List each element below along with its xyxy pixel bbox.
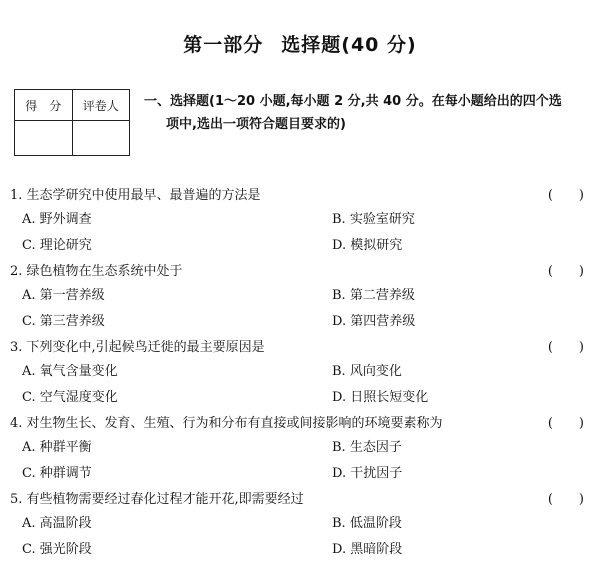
page-title xyxy=(0,30,600,57)
option-c[interactable]: C. 种群调节 xyxy=(22,466,92,481)
section-instructions-line2: 项中,选出一项符合题目要求的) xyxy=(166,117,346,132)
option-b[interactable]: B. 实验室研究 xyxy=(332,212,415,227)
question-stem: 3. 下列变化中,引起候鸟迁徙的最主要原因是 xyxy=(10,340,265,355)
question-stem: 1. 生态学研究中使用最早、最普遍的方法是 xyxy=(10,188,261,203)
question-1 xyxy=(10,184,590,260)
grader-label: 评卷人 xyxy=(72,90,130,121)
answer-blank[interactable]: ( ) xyxy=(547,188,584,203)
section-instructions xyxy=(144,90,590,136)
question-stem: 4. 对生物生长、发育、生殖、行为和分布有直接或间接影响的环境要素称为 xyxy=(10,416,443,431)
grader-cell[interactable] xyxy=(72,121,130,156)
answer-blank[interactable]: ( ) xyxy=(547,416,584,431)
answer-blank[interactable]: ( ) xyxy=(547,340,584,355)
question-stem: 5. 有些植物需要经过春化过程才能开花,即需要经过 xyxy=(10,492,304,507)
option-c[interactable]: C. 强光阶段 xyxy=(22,542,92,557)
title-part: 第一部分 xyxy=(183,34,264,56)
question-5 xyxy=(10,488,590,564)
score-box xyxy=(14,89,130,156)
option-c[interactable]: C. 理论研究 xyxy=(22,238,92,253)
option-b[interactable]: B. 低温阶段 xyxy=(332,516,402,531)
score-label: 得 分 xyxy=(15,90,73,121)
title-name: 选择题(40 分) xyxy=(281,34,417,56)
option-d[interactable]: D. 模拟研究 xyxy=(332,238,403,253)
option-a[interactable]: A. 第一营养级 xyxy=(22,288,105,303)
answer-blank[interactable]: ( ) xyxy=(547,492,584,507)
answer-blank[interactable]: ( ) xyxy=(547,264,584,279)
option-a[interactable]: A. 氧气含量变化 xyxy=(22,364,118,379)
score-cell[interactable] xyxy=(15,121,73,156)
option-d[interactable]: D. 黑暗阶段 xyxy=(332,542,403,557)
question-stem: 2. 绿色植物在生态系统中处于 xyxy=(10,264,183,279)
option-d[interactable]: D. 干扰因子 xyxy=(332,466,403,481)
option-d[interactable]: D. 日照长短变化 xyxy=(332,390,429,405)
question-3 xyxy=(10,336,590,412)
option-a[interactable]: A. 野外调查 xyxy=(22,212,92,227)
option-d[interactable]: D. 第四营养级 xyxy=(332,314,416,329)
option-b[interactable]: B. 第二营养级 xyxy=(332,288,415,303)
question-2 xyxy=(10,260,590,336)
option-a[interactable]: A. 种群平衡 xyxy=(22,440,92,455)
section-instructions-line1: 一、选择题(1～20 小题,每小题 2 分,共 40 分。在每小题给出的四个选 xyxy=(144,94,562,109)
option-b[interactable]: B. 生态因子 xyxy=(332,440,402,455)
option-c[interactable]: C. 第三营养级 xyxy=(22,314,105,329)
question-list xyxy=(10,184,590,564)
option-a[interactable]: A. 高温阶段 xyxy=(22,516,92,531)
question-4 xyxy=(10,412,590,488)
option-b[interactable]: B. 风向变化 xyxy=(332,364,402,379)
option-c[interactable]: C. 空气湿度变化 xyxy=(22,390,118,405)
